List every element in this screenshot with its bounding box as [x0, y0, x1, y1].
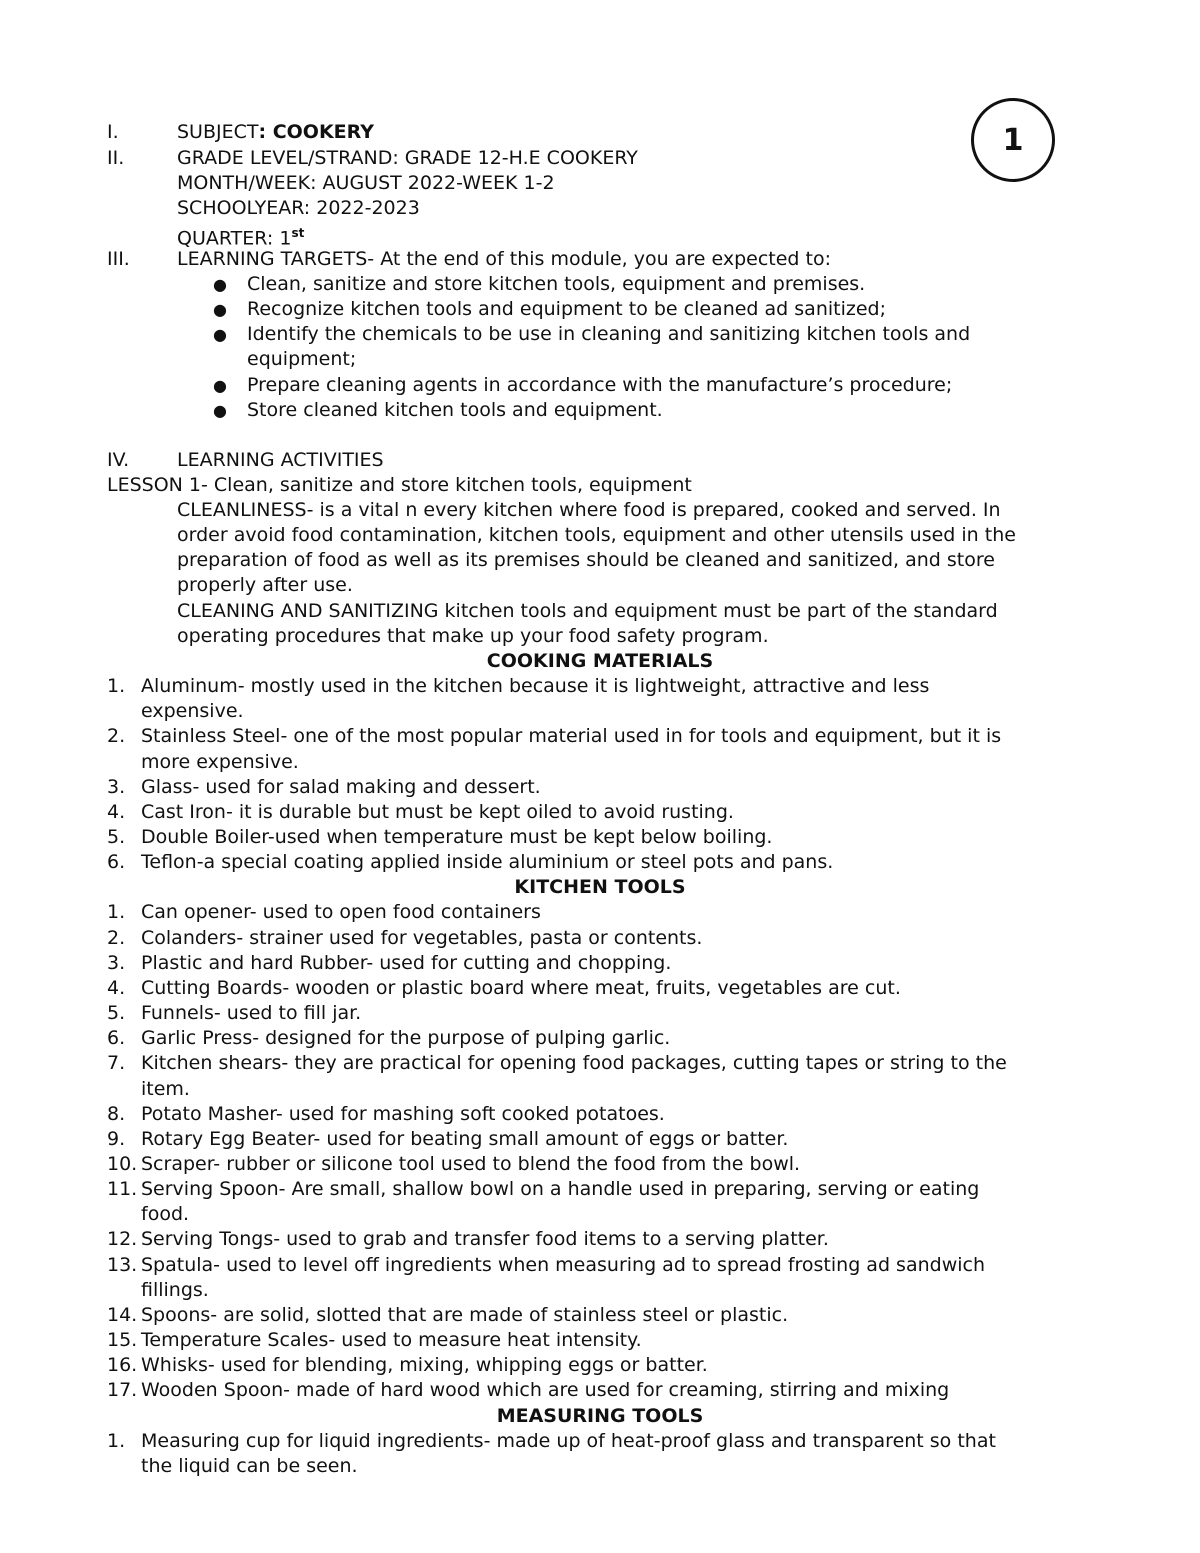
list-number: 17.: [107, 1379, 138, 1401]
list-number: 6.: [107, 1027, 126, 1049]
kitchen-tools-heading: KITCHEN TOOLS: [514, 876, 686, 898]
bullet-icon: ●: [213, 300, 227, 319]
list-item: Spoons- are solid, slotted that are made of stainless steel or plastic.: [141, 1304, 789, 1326]
list-item: Measuring cup for liquid ingredients- made up of heat-proof glass and transparent so that: [141, 1430, 996, 1452]
bullet-icon: ●: [213, 376, 227, 395]
list-item: Teflon-a special coating applied inside aluminium or steel pots and pans.: [141, 851, 834, 873]
list-item: Cast Iron- it is durable but must be kept oiled to avoid rusting.: [141, 801, 734, 823]
list-number: 16.: [107, 1354, 138, 1376]
list-number: 2.: [107, 927, 126, 949]
lesson-title: LESSON 1- Clean, sanitize and store kitchen tools, equipment: [107, 474, 692, 496]
list-item: Temperature Scales- used to measure heat intensity.: [141, 1329, 642, 1351]
paragraph-line: properly after use.: [177, 574, 353, 596]
list-number: 11.: [107, 1178, 138, 1200]
target-item-continued: equipment;: [247, 348, 357, 370]
month-week-line: MONTH/WEEK: AUGUST 2022-WEEK 1-2: [177, 172, 555, 194]
list-item: Whisks- used for blending, mixing, whipping eggs or batter.: [141, 1354, 708, 1376]
list-number: 8.: [107, 1103, 126, 1125]
page-number-badge: [971, 98, 1055, 182]
subject-label: SUBJECT: [177, 121, 259, 143]
list-item-continued: more expensive.: [141, 751, 299, 773]
roman-i: I.: [107, 121, 119, 143]
list-number: 6.: [107, 851, 126, 873]
list-item: Garlic Press- designed for the purpose of pulping garlic.: [141, 1027, 671, 1049]
list-item: Rotary Egg Beater- used for beating small amount of eggs or batter.: [141, 1128, 789, 1150]
list-number: 9.: [107, 1128, 126, 1150]
list-item: Cutting Boards- wooden or plastic board where meat, fruits, vegetables are cut.: [141, 977, 901, 999]
list-number: 1.: [107, 901, 126, 923]
list-number: 13.: [107, 1254, 138, 1276]
list-number: 4.: [107, 801, 126, 823]
roman-iv: IV.: [107, 449, 130, 471]
list-number: 7.: [107, 1052, 126, 1074]
list-number: 5.: [107, 826, 126, 848]
learning-activities-title: LEARNING ACTIVITIES: [177, 449, 384, 471]
quarter-sup: st: [291, 226, 305, 240]
paragraph-line: CLEANING AND SANITIZING kitchen tools and equipment must be part of the standard: [177, 600, 998, 622]
list-number: 3.: [107, 952, 126, 974]
list-number: 10.: [107, 1153, 138, 1175]
list-item: Wooden Spoon- made of hard wood which are used for creaming, stirring and mixing: [141, 1379, 950, 1401]
list-item-continued: expensive.: [141, 700, 244, 722]
target-item: Identify the chemicals to be use in cleaning and sanitizing kitchen tools and: [247, 323, 971, 345]
bullet-icon: ●: [213, 325, 227, 344]
list-item: Serving Spoon- Are small, shallow bowl on a handle used in preparing, serving or eating: [141, 1178, 980, 1200]
list-item: Double Boiler-used when temperature must be kept below boiling.: [141, 826, 773, 848]
subject-line: [177, 120, 374, 145]
page-number: 1: [1002, 122, 1024, 158]
list-number: 2.: [107, 725, 126, 747]
list-number: 1.: [107, 675, 126, 697]
target-item: Prepare cleaning agents in accordance with the manufacture’s procedure;: [247, 374, 953, 396]
bullet-icon: ●: [213, 401, 227, 420]
list-number: 3.: [107, 776, 126, 798]
list-item: Colanders- strainer used for vegetables, pasta or contents.: [141, 927, 703, 949]
paragraph-line: operating procedures that make up your food safety program.: [177, 625, 769, 647]
list-item-continued: fillings.: [141, 1279, 209, 1301]
list-item: Potato Masher- used for mashing soft cooked potatoes.: [141, 1103, 665, 1125]
paragraph-line: order avoid food contamination, kitchen tools, equipment and other utensils used in the: [177, 524, 1016, 546]
list-item: Plastic and hard Rubber- used for cutting and chopping.: [141, 952, 672, 974]
list-number: 1.: [107, 1430, 126, 1452]
list-item: Can opener- used to open food containers: [141, 901, 541, 923]
roman-ii: II.: [107, 147, 125, 169]
list-item: Aluminum- mostly used in the kitchen because it is lightweight, attractive and less: [141, 675, 930, 697]
paragraph-line: CLEANLINESS- is a vital n every kitchen where food is prepared, cooked and served. In: [177, 499, 1001, 521]
list-item: Kitchen shears- they are practical for opening food packages, cutting tapes or string to the: [141, 1052, 1007, 1074]
list-item: Funnels- used to fill jar.: [141, 1002, 362, 1024]
list-item: Spatula- used to level off ingredients when measuring ad to spread frosting ad sandwich: [141, 1254, 985, 1276]
list-item: Scraper- rubber or silicone tool used to blend the food from the bowl.: [141, 1153, 801, 1175]
subject-value: : COOKERY: [258, 121, 374, 143]
list-item-continued: food.: [141, 1203, 190, 1225]
list-number: 12.: [107, 1228, 138, 1250]
list-number: 4.: [107, 977, 126, 999]
school-year-line: SCHOOLYEAR: 2022-2023: [177, 197, 420, 219]
list-number: 15.: [107, 1329, 138, 1351]
paragraph-line: preparation of food as well as its premises should be cleaned and sanitized, and store: [177, 549, 995, 571]
list-item-continued: item.: [141, 1078, 190, 1100]
cooking-materials-heading: COOKING MATERIALS: [486, 650, 714, 672]
list-item: Serving Tongs- used to grab and transfer food items to a serving platter.: [141, 1228, 829, 1250]
grade-level-line: GRADE LEVEL/STRAND: GRADE 12-H.E COOKERY: [177, 147, 638, 169]
list-number: 5.: [107, 1002, 126, 1024]
roman-iii: III.: [107, 248, 130, 270]
list-item-continued: the liquid can be seen.: [141, 1455, 358, 1477]
list-number: 14.: [107, 1304, 138, 1326]
bullet-icon: ●: [213, 275, 227, 294]
target-item: Recognize kitchen tools and equipment to be cleaned ad sanitized;: [247, 298, 886, 320]
quarter-text: QUARTER: 1: [177, 227, 292, 250]
learning-targets-title: LEARNING TARGETS- At the end of this module, you are expected to:: [177, 248, 831, 270]
measuring-tools-heading: MEASURING TOOLS: [496, 1405, 704, 1427]
target-item: Clean, sanitize and store kitchen tools, equipment and premises.: [247, 273, 866, 295]
target-item: Store cleaned kitchen tools and equipment.: [247, 399, 663, 421]
list-item: Stainless Steel- one of the most popular material used in for tools and equipment, but it is: [141, 725, 1002, 747]
list-item: Glass- used for salad making and dessert.: [141, 776, 541, 798]
